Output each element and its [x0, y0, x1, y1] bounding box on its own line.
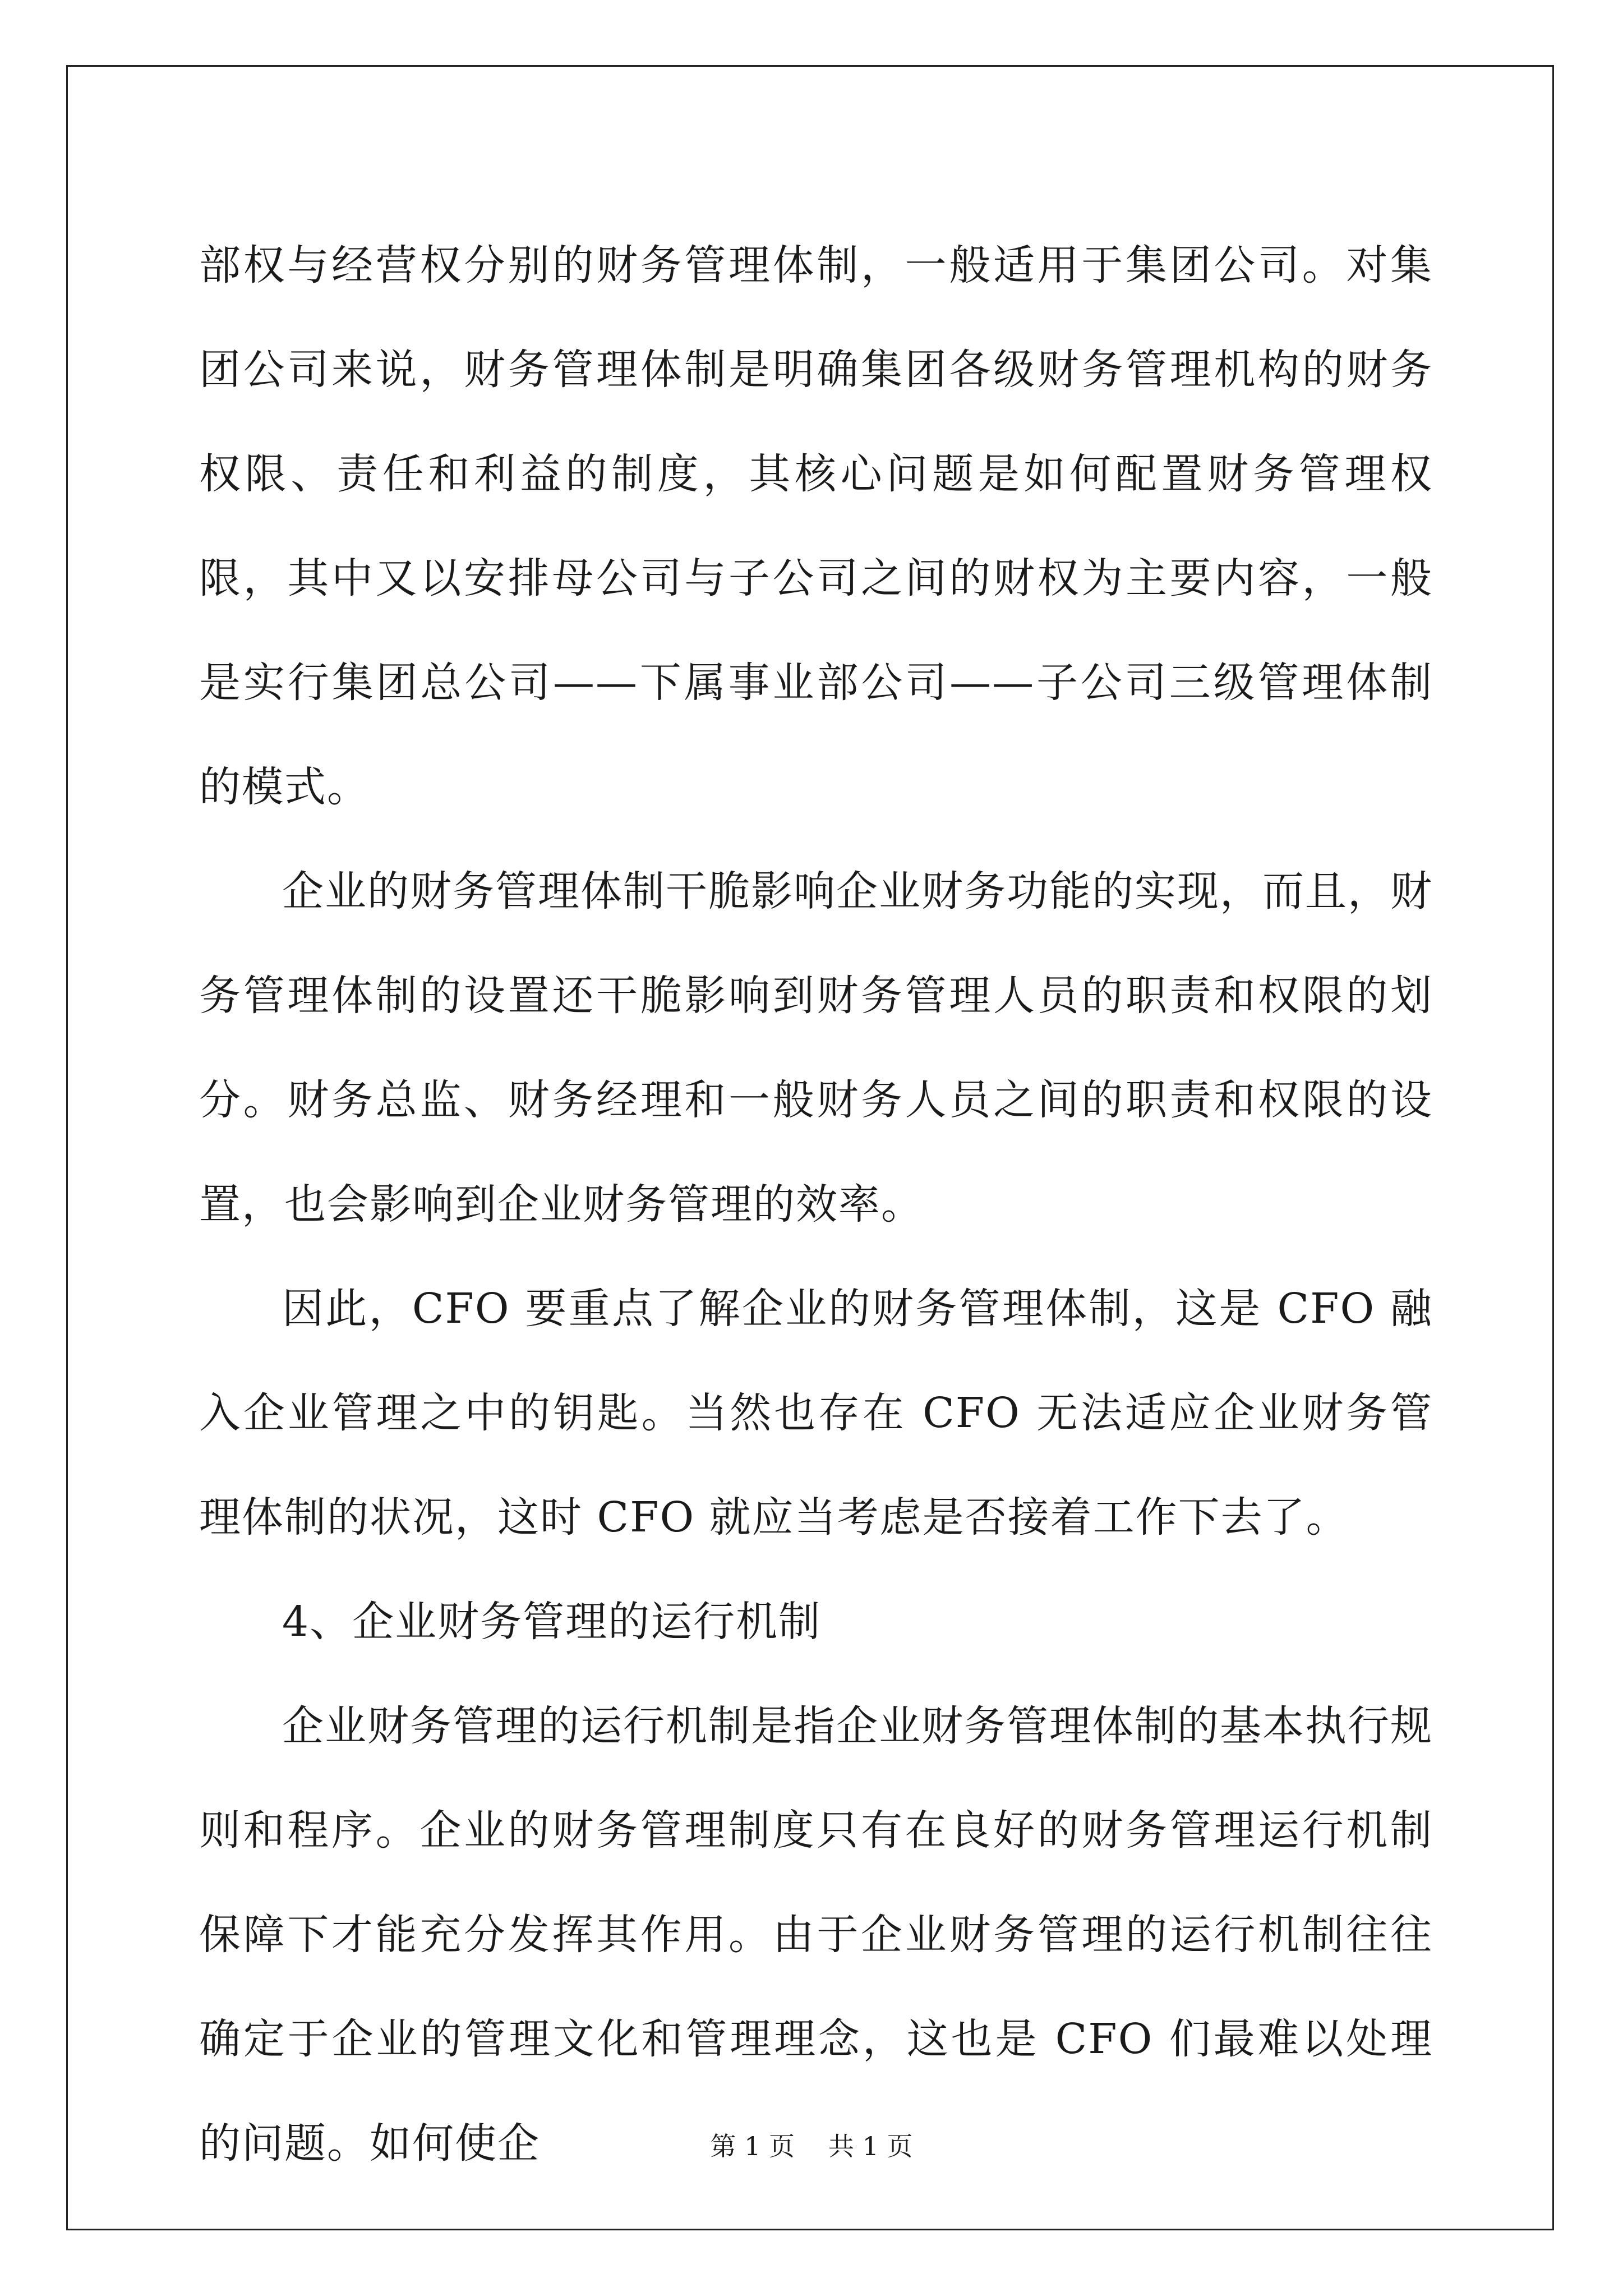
- section-heading: 4、企业财务管理的运行机制: [282, 1598, 822, 1646]
- paragraph-2: 企业的财务管理体制干脆影响企业财务功能的实现，而且，财务管理体制的设置还干脆影响到财务管理人员的职责和权限的划分。财务总监、财务经理和一般财务人员之间的职责和权限的设置，也会影响到企业财务管理的效率。: [199, 867, 1433, 1228]
- document-body: [199, 213, 1433, 2196]
- paragraph-1: 部权与经营权分别的财务管理体制，一般适用于集团公司。对集团公司来说，财务管理体制是明确集团各级财务管理机构的财务权限、责任和利益的制度，其核心问题是如何配置财务管理权限，其中又以安排母公司与子公司之间的财权为主要内容，一般是实行集团总公司——下属事业部公司——子公司三级管理体制的模式。: [199, 241, 1433, 811]
- page-number: 第 1 页: [710, 2131, 795, 2161]
- paragraph-5: 企业财务管理的运行机制是指企业财务管理体制的基本执行规则和程序。企业的财务管理制度只有在良好的财务管理运行机制保障下才能充分发挥其作用。由于企业财务管理的运行机制往往确定于企业的管理文化和管理理念，这也是 CFO 们最难以处理的问题。如何使企: [199, 1702, 1433, 2168]
- paragraph-3: 因此，CFO 要重点了解企业的财务管理体制，这是 CFO 融入企业管理之中的钥匙。当然也存在 CFO 无法适应企业财务管理体制的状况，这时 CFO 就应当考虑是否接着工作下去了。: [199, 1285, 1433, 1542]
- page-total: 共 1 页: [828, 2131, 913, 2161]
- page-footer: [0, 2126, 1623, 2163]
